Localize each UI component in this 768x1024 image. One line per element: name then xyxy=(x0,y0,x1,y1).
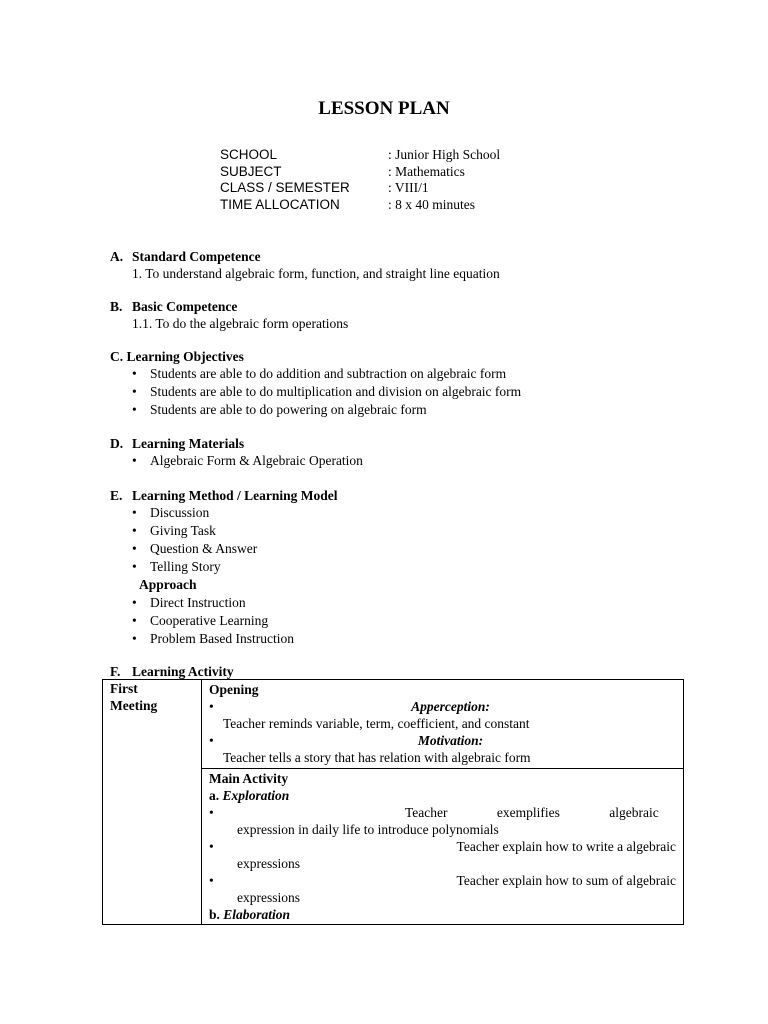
section-heading xyxy=(110,348,521,365)
info-value: : 8 x 40 minutes xyxy=(388,197,475,213)
section-heading xyxy=(110,248,500,265)
approach-heading: Approach xyxy=(139,577,197,592)
bullet-icon: • xyxy=(132,613,137,628)
activity-table xyxy=(102,679,684,925)
list-item-text: Question & Answer xyxy=(150,541,258,556)
list-item-text: Students are able to do addition and subtraction on algebraic form xyxy=(150,366,507,381)
section-item: 1. To understand algebraic form, function, and straight line equation xyxy=(132,266,500,281)
section-title: Learning Objectives xyxy=(126,349,244,364)
list-item-text: Telling Story xyxy=(150,559,221,574)
main-activity-heading: Main Activity xyxy=(209,771,289,786)
info-label: CLASS / SEMESTER xyxy=(220,180,350,196)
section-letter: E. xyxy=(110,488,123,503)
main-activity-cell xyxy=(202,769,684,925)
list-item xyxy=(110,558,338,576)
bullet-icon: • xyxy=(132,384,137,399)
exploration-item-row xyxy=(209,838,676,855)
list-item xyxy=(110,594,338,612)
info-label: SUBJECT xyxy=(220,163,282,179)
section-title: Standard Competence xyxy=(132,249,261,264)
info-value: : Junior High School xyxy=(388,147,501,162)
list-item xyxy=(110,401,521,419)
section-title: Learning Method / Learning Model xyxy=(132,488,338,503)
section-letter: A. xyxy=(110,249,124,264)
bullet-icon: • xyxy=(132,631,137,646)
apperception-text: Teacher reminds variable, term, coefficient, and constant xyxy=(223,716,530,731)
list-item xyxy=(110,522,338,540)
bullet-icon: • xyxy=(132,453,137,468)
info-row-class xyxy=(220,180,500,197)
list-item-text: Students are able to do powering on algebraic form xyxy=(150,402,427,417)
exploration-item-row xyxy=(209,872,676,889)
info-row-school xyxy=(220,147,500,164)
section-title-full xyxy=(110,348,244,365)
exploration-item-row xyxy=(209,804,676,821)
bullet-icon: • xyxy=(209,733,214,748)
bullet-icon: • xyxy=(132,505,137,520)
exploration-item-line2: expressions xyxy=(237,890,300,905)
list-item-text: Cooperative Learning xyxy=(150,613,269,628)
section-heading xyxy=(110,487,338,504)
section-letter: B. xyxy=(110,299,123,314)
list-item xyxy=(110,612,338,630)
exploration-heading xyxy=(209,787,676,804)
list-item xyxy=(110,504,338,522)
meeting-label-line: First xyxy=(110,681,138,696)
elaboration-label: Elaboration xyxy=(223,907,291,922)
list-item-text: Students are able to do multiplication and division on algebraic form xyxy=(150,384,522,399)
info-label: SCHOOL xyxy=(220,147,278,162)
section-heading xyxy=(110,663,234,680)
table-row xyxy=(103,680,684,769)
list-item-text: Giving Task xyxy=(150,523,216,538)
meeting-label-line: Meeting xyxy=(110,698,158,713)
bullet-icon: • xyxy=(209,699,214,714)
info-value: : VIII/1 xyxy=(388,180,429,196)
section-heading xyxy=(110,298,348,315)
exploration-item-line2: expressions xyxy=(237,856,300,871)
objectives-list xyxy=(110,365,521,419)
section-letter: D. xyxy=(110,436,124,451)
section-letter: C. xyxy=(110,349,124,364)
section-title: Basic Competence xyxy=(132,299,238,314)
list-item-text: Discussion xyxy=(150,505,210,520)
opening-heading: Opening xyxy=(209,682,259,697)
motivation-label: Motivation: xyxy=(417,733,484,748)
list-item xyxy=(110,452,363,470)
list-item-text: Algebraic Form & Algebraic Operation xyxy=(150,453,363,468)
bullet-icon: • xyxy=(132,366,137,381)
list-item xyxy=(110,540,338,558)
exploration-item-line2: expression in daily life to introduce polynomials xyxy=(237,822,499,837)
page-title: LESSON PLAN xyxy=(318,98,450,119)
motivation-text: Teacher tells a story that has relation with algebraic form xyxy=(223,750,531,765)
info-block xyxy=(220,147,500,214)
list-item-text: Direct Instruction xyxy=(150,595,246,610)
section-learning-method xyxy=(110,487,338,648)
bullet-icon: • xyxy=(132,523,137,538)
section-title: Learning Activity xyxy=(132,664,234,679)
section-learning-activity xyxy=(110,663,234,680)
info-row-time xyxy=(220,197,500,214)
section-title: Learning Materials xyxy=(132,436,245,451)
motivation-row xyxy=(209,732,676,749)
info-value: : Mathematics xyxy=(388,163,465,179)
exploration-item-line1: Teacher explain how to sum of algebraic xyxy=(456,873,676,888)
section-letter: F. xyxy=(110,664,121,679)
elaboration-prefix: b. xyxy=(209,907,220,922)
list-item-text: Problem Based Instruction xyxy=(150,631,294,646)
section-learning-materials xyxy=(110,435,363,470)
meeting-cell xyxy=(103,680,202,925)
methods-list xyxy=(110,504,338,576)
justified-text: Teacher exemplifies algebraic xyxy=(405,805,659,820)
info-label: TIME ALLOCATION xyxy=(220,197,340,213)
apperception-label: Apperception: xyxy=(411,699,490,714)
bullet-icon: • xyxy=(209,839,214,854)
exploration-label: Exploration xyxy=(222,788,290,803)
materials-list xyxy=(110,452,363,470)
bullet-icon: • xyxy=(209,873,214,888)
section-item: 1.1. To do the algebraic form operations xyxy=(132,316,349,331)
section-heading xyxy=(110,435,363,452)
list-item xyxy=(110,630,338,648)
bullet-icon: • xyxy=(132,595,137,610)
exploration-prefix: a. xyxy=(209,788,220,803)
info-row-subject xyxy=(220,164,500,181)
bullet-icon: • xyxy=(132,559,137,574)
approach-list xyxy=(110,594,338,648)
exploration-item-line1 xyxy=(225,804,676,821)
section-standard-competence xyxy=(110,248,500,282)
opening-cell xyxy=(202,680,684,769)
section-learning-objectives xyxy=(110,348,521,419)
section-basic-competence xyxy=(110,298,348,332)
elaboration-heading xyxy=(209,906,676,923)
bullet-icon: • xyxy=(132,541,137,556)
bullet-icon: • xyxy=(209,805,214,820)
bullet-icon: • xyxy=(132,402,137,417)
list-item xyxy=(110,365,521,383)
apperception-row xyxy=(209,698,676,715)
exploration-item-line1: Teacher explain how to write a algebraic xyxy=(456,839,676,854)
list-item xyxy=(110,383,521,401)
